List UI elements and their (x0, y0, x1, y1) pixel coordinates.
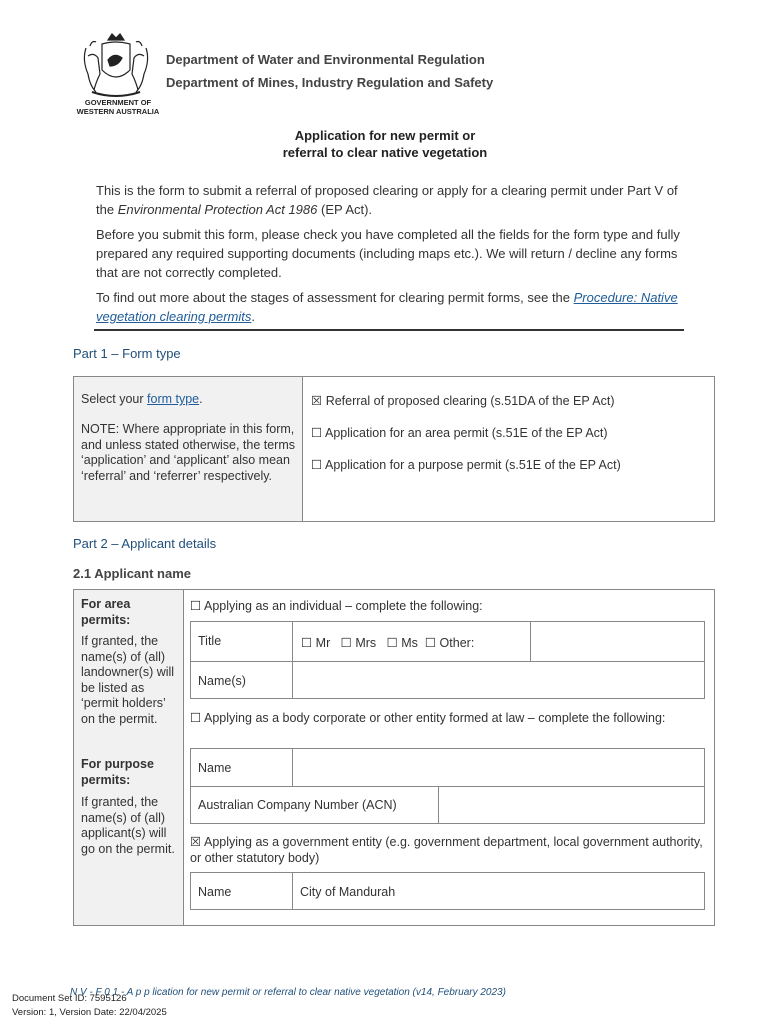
individual-checkbox[interactable]: ☐ (190, 599, 202, 613)
intro-p1-text: This is the form to submit a referral of proposed clearing or apply for a clearing permit under Part V of the (96, 183, 678, 217)
individual-option[interactable] (190, 599, 710, 615)
gov-name-value[interactable]: City of Mandurah (300, 885, 396, 899)
acn-label: Australian Company Number (ACN) (198, 798, 397, 812)
title-label: Title (198, 634, 222, 648)
corporate-label: Applying as a body corporate or other entity formed at law – complete the following: (204, 711, 666, 725)
area-permits-text: If granted, the name(s) of (all) landowner(s) will be listed as ‘permit holders’ on the permit. (81, 634, 175, 726)
option-area-label: Application for an area permit (s.51E of the EP Act) (325, 426, 608, 440)
government-fields (190, 872, 705, 910)
option-purpose-checkbox[interactable]: ☐ (311, 458, 323, 472)
corp-name-label: Name (198, 761, 232, 775)
gov-name-label: Name (198, 885, 232, 899)
intro-paragraph-3 (96, 288, 686, 326)
title-options[interactable]: ☐ Mr ☐ Mrs ☐ Ms ☐ Other: (301, 636, 475, 650)
names-label: Name(s) (198, 674, 246, 688)
select-form-type (81, 392, 296, 408)
gov-line-1: GOVERNMENT OF (84, 98, 152, 107)
select-end: . (199, 392, 203, 406)
gov-line-2: WESTERN AUSTRALIA (76, 107, 160, 116)
names-input[interactable] (294, 663, 704, 698)
title-other-input[interactable] (532, 623, 704, 660)
section-divider (94, 329, 684, 331)
option-referral-checkbox[interactable]: ☒ (311, 394, 323, 408)
title-line-2: referral to clear native vegetation (282, 145, 488, 160)
act-name: Environmental Protection Act 1986 (117, 202, 318, 217)
purpose-permits-text: If granted, the name(s) of (all) applicant(s) will go on the permit. (81, 795, 175, 856)
option-referral-label: Referral of proposed clearing (s.51DA of the EP Act) (325, 394, 615, 408)
area-permits-heading: For area permits: (81, 597, 131, 627)
wa-government-crest-icon (74, 30, 158, 102)
intro-p3-end: . (251, 309, 255, 324)
option-area-permit[interactable] (311, 426, 711, 442)
acn-divider (438, 786, 439, 824)
department-dwer: Department of Water and Environmental Regulation (166, 52, 485, 67)
government-checkbox[interactable]: ☒ (190, 835, 202, 849)
government-label: Applying as a government entity (e.g. government department, local government authority, or other statutory body) (190, 835, 703, 865)
gov-name-divider (292, 872, 293, 910)
purpose-permits-heading: For purpose permits: (81, 757, 154, 787)
acn-input[interactable] (440, 788, 704, 823)
option-purpose-permit[interactable] (311, 458, 711, 474)
option-purpose-label: Application for a purpose permit (s.51E of the EP Act) (325, 458, 621, 472)
procedure-link[interactable]: Procedure: Native vegetation clearing permits (96, 290, 678, 324)
intro-p3-text: To find out more about the stages of assessment for clearing permit forms, see the (96, 290, 574, 305)
individual-label-divider (292, 621, 293, 699)
corporate-divider (190, 786, 705, 787)
government-option[interactable] (190, 835, 705, 866)
document-set-id: Document Set ID: 7595126 (12, 993, 127, 1004)
title-other-divider (530, 621, 531, 661)
option-referral[interactable] (311, 394, 711, 410)
option-area-checkbox[interactable]: ☐ (311, 426, 323, 440)
department-dmirs: Department of Mines, Industry Regulation and Safety (166, 75, 494, 90)
footer-form-title: N V - F 0 1 - A p p lication for new permit or referral to clear native vegetation (v14, February 2023) (70, 987, 506, 998)
corporate-option[interactable] (190, 711, 705, 727)
corporate-checkbox[interactable]: ☐ (190, 711, 202, 725)
title-line-1: Application for new permit or (294, 128, 476, 143)
intro-paragraph-2: Before you submit this form, please check you have completed all the fields for the form type and fully prepared any required supporting documents (including maps etc.). We will return / decline any forms that are not correctly completed. (96, 227, 680, 280)
corp-name-input[interactable] (294, 750, 704, 785)
individual-label: Applying as an individual – complete the following: (204, 599, 483, 613)
corp-name-divider (292, 748, 293, 786)
intro-paragraph-1 (96, 181, 686, 219)
page-title (0, 127, 770, 161)
individual-divider (190, 661, 705, 662)
form-type-note: NOTE: Where appropriate in this form, and unless stated otherwise, the terms ‘application’ and ‘applicant’ also mean ‘referral’ and ‘referrer’ respectively. (81, 422, 296, 483)
part2-heading: Part 2 – Applicant details (73, 536, 217, 551)
part1-heading: Part 1 – Form type (73, 346, 181, 361)
form-type-link[interactable]: form type (147, 392, 200, 406)
applicant-name-subheading: 2.1 Applicant name (73, 566, 191, 581)
version-info: Version: 1, Version Date: 22/04/2025 (12, 1007, 167, 1018)
intro-text (96, 181, 686, 332)
government-label (72, 98, 164, 116)
intro-p1-end: (EP Act). (317, 202, 373, 217)
select-text: Select your (81, 392, 148, 406)
